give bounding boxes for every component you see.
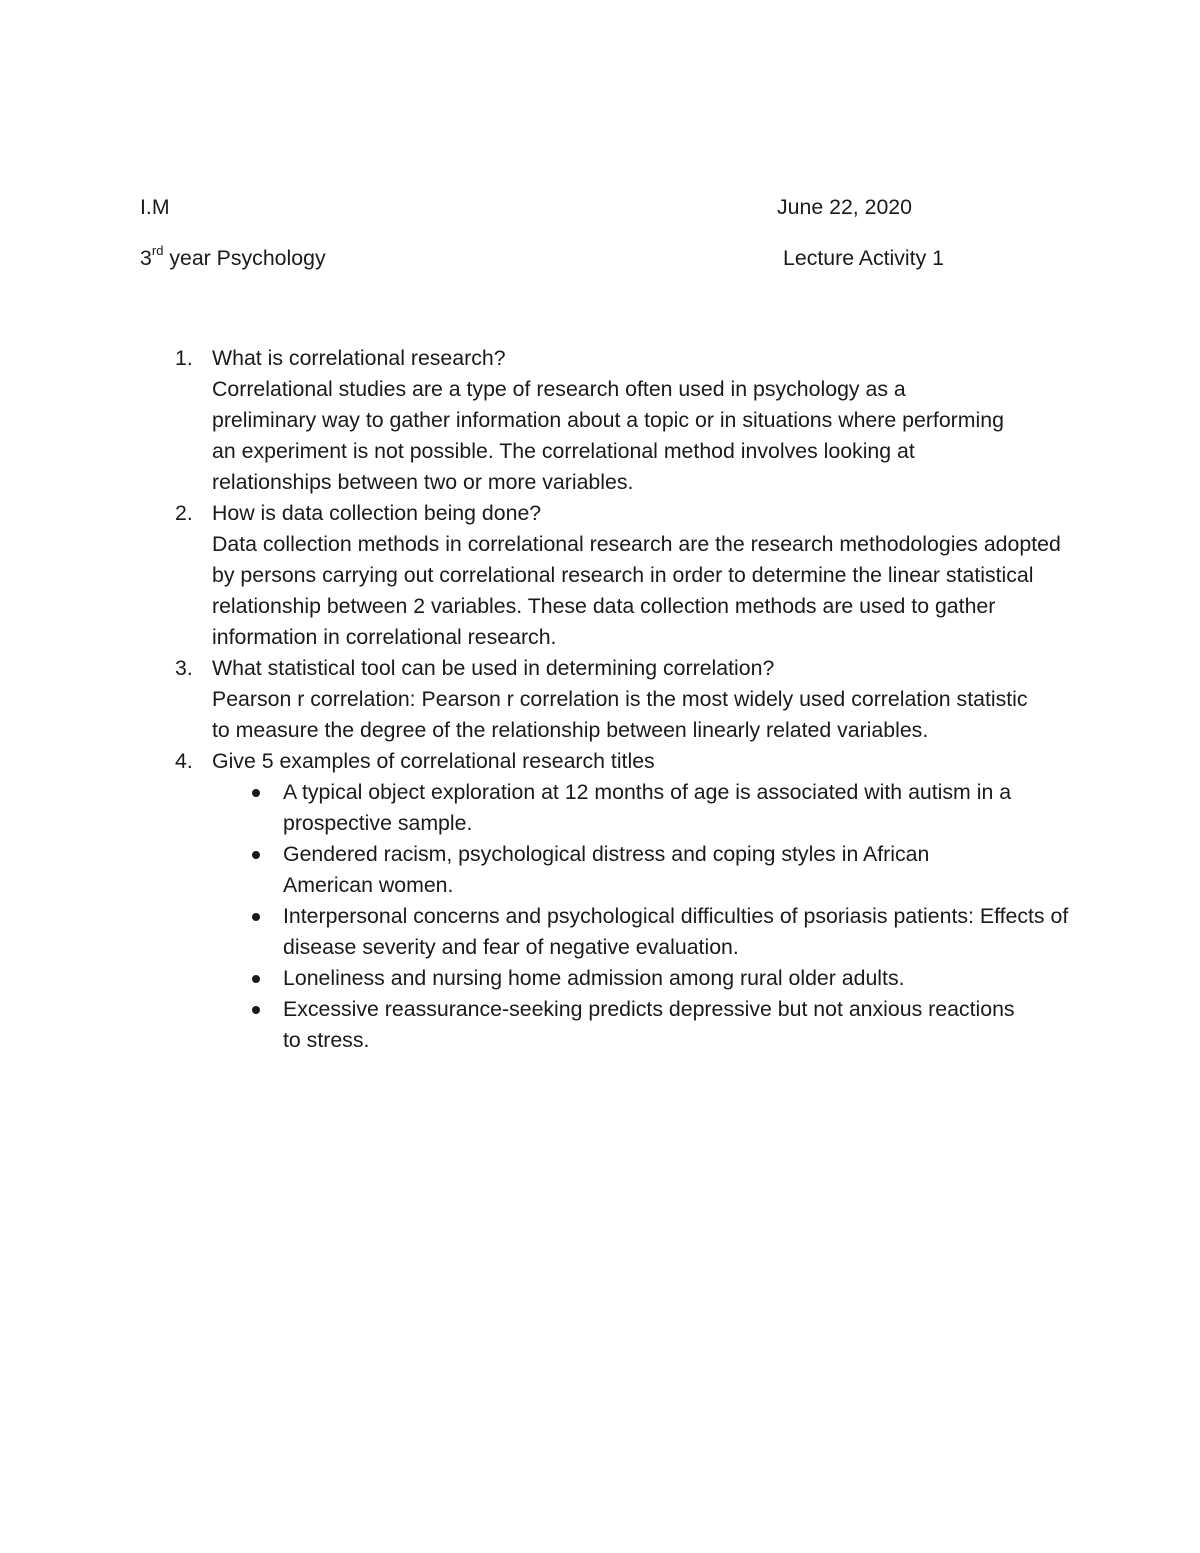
- question-number: 1.: [175, 346, 193, 370]
- bullet-icon: [252, 1006, 260, 1014]
- question-number: 4.: [175, 749, 193, 773]
- bullet-icon: [252, 851, 260, 859]
- date: June 22, 2020: [777, 195, 912, 219]
- answer-text: Pearson r correlation: Pearson r correlation is the most widely used correlation statistic to measure the degree of the relationship between linearly related variables.: [212, 687, 1028, 742]
- year-number: 3: [140, 246, 152, 270]
- example-text: Interpersonal concerns and psychological difficulties of psoriasis patients: Effects of disease severity and fear of negative evaluation.: [283, 904, 1069, 959]
- question-list: [140, 343, 1080, 1056]
- bullet-icon: [252, 913, 260, 921]
- answer-text: Data collection methods in correlational research are the research methodologies adopted by persons carrying out correlational research in order to determine the linear statistical relationship between 2 variables. These data collection methods are used to gather information in correlational research.: [212, 532, 1061, 649]
- bullet-icon: [252, 975, 260, 983]
- bullet-icon: [252, 789, 260, 797]
- list-item: [212, 994, 1023, 1056]
- question-text: Give 5 examples of correlational research titles: [212, 749, 655, 773]
- question-item: [140, 343, 1080, 498]
- answer-text: Correlational studies are a type of research often used in psychology as a preliminary way to gather information about a topic or in situations where performing an experiment is not possible. The correlational method involves looking at relationships between two or more variables.: [212, 377, 1004, 494]
- list-item: [212, 963, 1073, 994]
- example-text: Excessive reassurance-seeking predicts depressive but not anxious reactions to stress.: [283, 997, 1015, 1052]
- example-text: Gendered racism, psychological distress and coping styles in African American women.: [283, 842, 930, 897]
- course: year Psychology: [163, 246, 326, 270]
- question-item: [140, 498, 1080, 653]
- question-number: 3.: [175, 656, 193, 680]
- question-text: What is correlational research?: [212, 346, 506, 370]
- question-text: How is data collection being done?: [212, 501, 542, 525]
- list-item: [212, 777, 1053, 839]
- student-name: I.M: [140, 195, 170, 219]
- question-text: What statistical tool can be used in determining correlation?: [212, 656, 775, 680]
- question-number: 2.: [175, 501, 193, 525]
- example-text: A typical object exploration at 12 months of age is associated with autism in a prospective sample.: [283, 780, 1012, 835]
- list-item: [212, 839, 1013, 901]
- course-line: [140, 243, 326, 274]
- question-item: [140, 746, 1080, 1056]
- example-text: Loneliness and nursing home admission among rural older adults.: [283, 966, 905, 990]
- list-item: [212, 901, 1073, 963]
- year-suffix: rd: [151, 242, 164, 258]
- example-list: [212, 777, 1080, 1056]
- question-item: [140, 653, 1080, 746]
- activity-title: Lecture Activity 1: [783, 246, 944, 270]
